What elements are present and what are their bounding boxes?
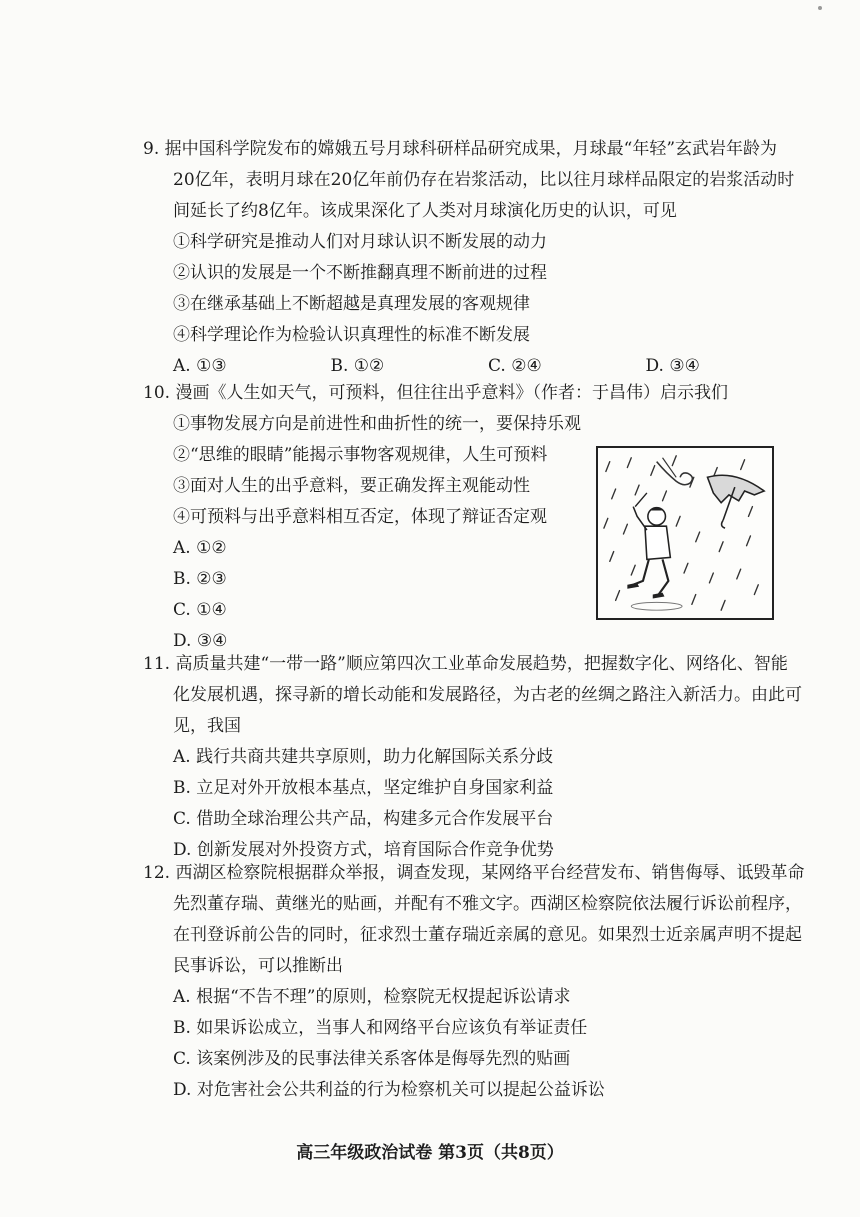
q9-statement-2: ②认识的发展是一个不断推翻真理不断前进的过程 <box>173 263 547 283</box>
q12-stem-line-1: 12. 西湖区检察院根据群众举报，调查发现，某网络平台经营发布、销售侮辱、诋毁革命 <box>143 863 805 883</box>
q11-option-c[interactable]: C. 借助全球治理公共产品，构建多元合作发展平台 <box>173 809 554 829</box>
q10-statement-3: ③面对人生的出乎意料，要正确发挥主观能动性 <box>173 476 530 496</box>
q10-statement-2: ②“思维的眼睛”能揭示事物客观规律，人生可预料 <box>173 445 548 465</box>
q10-option-b[interactable]: B. ②③ <box>173 569 227 589</box>
q12-stem-line-4: 民事诉讼，可以推断出 <box>173 956 343 976</box>
q10-stem: 10. 漫画《人生如天气，可预料，但往往出乎意料》（作者：于昌伟）启示我们 <box>143 383 728 403</box>
q10-statement-4: ④可预料与出乎意料相互否定，体现了辩证否定观 <box>173 507 547 527</box>
q9-stem-line-1: 9. 据中国科学院发布的嫦娥五号月球科研样品研究成果，月球最“年轻”玄武岩年龄为 <box>143 139 778 159</box>
rain-umbrella-illustration <box>598 448 772 618</box>
page-footer: 高三年级政治试卷 第3页（共8页） <box>296 1143 564 1163</box>
q12-option-d[interactable]: D. 对危害社会公共利益的行为检察机关可以提起公益诉讼 <box>173 1080 605 1100</box>
q12-option-a[interactable]: A. 根据“不告不理”的原则，检察院无权提起诉讼请求 <box>173 987 571 1007</box>
q10-option-a[interactable]: A. ①② <box>173 538 227 558</box>
scan-dot <box>818 6 822 10</box>
q12-option-c[interactable]: C. 该案例涉及的民事法律关系客体是侮辱先烈的贴画 <box>173 1049 571 1069</box>
q9-statement-1: ①科学研究是推动人们对月球认识不断发展的动力 <box>173 232 547 252</box>
q10-statement-1: ①事物发展方向是前进性和曲折性的统一，要保持乐观 <box>173 414 581 434</box>
q9-statement-3: ③在继承基础上不断超越是真理发展的客观规律 <box>173 294 530 314</box>
q11-option-d[interactable]: D. 创新发展对外投资方式，培育国际合作竞争优势 <box>173 840 554 860</box>
q11-stem-line-1: 11. 高质量共建“一带一路”顺应第四次工业革命发展趋势，把握数字化、网络化、智能 <box>143 654 788 674</box>
q11-option-a[interactable]: A. 践行共商共建共享原则，助力化解国际关系分歧 <box>173 747 554 767</box>
cartoon-figure <box>596 446 774 620</box>
q12-option-b[interactable]: B. 如果诉讼成立，当事人和网络平台应该负有举证责任 <box>173 1018 588 1038</box>
q12-stem-line-3: 在刊登诉前公告的同时，征求烈士董存瑞近亲属的意见。如果烈士近亲属声明不提起 <box>173 925 802 945</box>
question-12 <box>143 858 803 1106</box>
question-9 <box>143 134 803 382</box>
q9-option-a[interactable]: A. ①③ <box>173 356 227 376</box>
q9-option-b[interactable]: B. ①② <box>330 356 385 376</box>
q11-stem-line-3: 见，我国 <box>173 716 241 736</box>
q9-stem-line-3: 间延长了约8亿年。该成果深化了人类对月球演化历史的认识，可见 <box>173 201 677 221</box>
q12-stem-line-2: 先烈董存瑞、黄继光的贴画，并配有不雅文字。西湖区检察院依法履行诉讼前程序， <box>173 894 802 914</box>
q9-option-d[interactable]: D. ③④ <box>645 356 700 376</box>
q11-stem-line-2: 化发展机遇，探寻新的增长动能和发展路径，为古老的丝绸之路注入新活力。由此可 <box>173 685 802 705</box>
q11-option-b[interactable]: B. 立足对外开放根本基点，坚定维护自身国家利益 <box>173 778 554 798</box>
question-11 <box>143 649 803 866</box>
q9-option-c[interactable]: C. ②④ <box>488 356 542 376</box>
q10-option-c[interactable]: C. ①④ <box>173 600 227 620</box>
q9-statement-4: ④科学理论作为检验认识真理性的标准不断发展 <box>173 325 530 345</box>
q9-stem-line-2: 20亿年，表明月球在20亿年前仍存在岩浆活动，比以往月球样品限定的岩浆活动时 <box>173 170 795 190</box>
q10-option-d[interactable]: D. ③④ <box>173 631 228 651</box>
